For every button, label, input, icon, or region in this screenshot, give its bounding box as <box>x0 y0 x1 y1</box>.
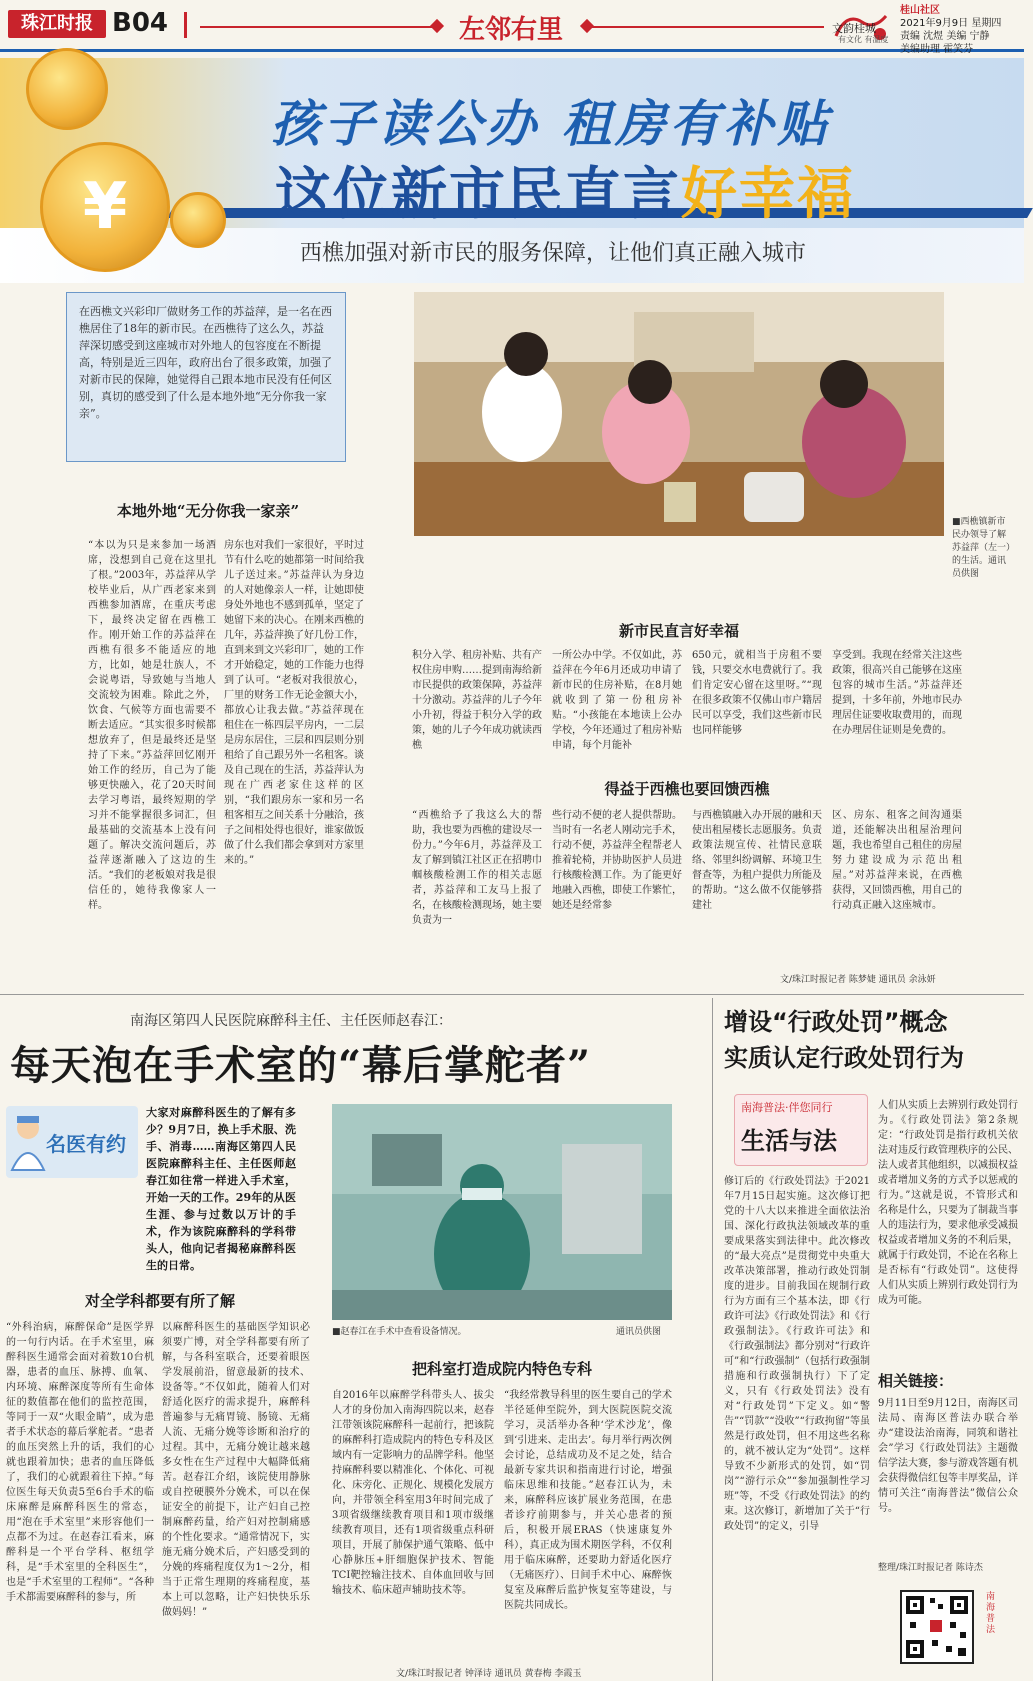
editor-line: 责编 沈煜 美编 宁静 <box>900 31 990 42</box>
article3-title-line-2: 实质认定行政处罚行为 <box>724 1044 964 1072</box>
article2-kicker: 南海区第四人民医院麻醉科主任、主任医师赵春江： <box>130 1013 452 1029</box>
article3-byline: 整理/珠江时报记者 陈诗杰 <box>878 1563 983 1573</box>
article2-byline: 文/珠江时报记者 钟泽诗 通讯员 黄春梅 李霞玉 <box>396 1669 582 1679</box>
article3-links-text: 9月11日至9月12日，南海区司法局、南海区普法办联合举办“建设法治南海，同筑和谐社会”学习《行政处罚法》主题微信学法大赛，参与游戏答题有机会获得微信红包等丰厚奖品，详情可关注“南海普法”微信公众号。 <box>878 1398 1018 1514</box>
article2-title: 每天泡在手术室的“幕后掌舵者” <box>10 1042 592 1089</box>
article1-photo[interactable] <box>414 292 944 536</box>
coin-icon <box>26 48 108 130</box>
article2-col-3: 自2016年以麻醉学科带头人、拔尖人才的身份加入南海四院以来，赵春江带领该院麻醉科一起前行，把该院的麻醉科打造成院内的特色专科及区域内有一定影响力的品牌学科。他坚持麻醉科要以精准化、个体化、可视化、床旁化、正规化、规模化发展方向，并带领全科室用3年时间完成了3项省级继续教育项目和1项市级继续教育项目，还有1项省级重点科研项目，开展了肺保护通气策略、低中心静脉压+肝细胞保护技术、智能TCI靶控输注技术、自体血回收与回输技术、临床超声辅助技术等。 <box>332 1390 494 1596</box>
masthead <box>0 0 1024 55</box>
article2-photo[interactable] <box>332 1104 672 1320</box>
section-rule-left <box>200 26 436 28</box>
headline-2-accent: 好幸福 <box>681 162 855 227</box>
article-divider-vertical <box>712 998 713 1681</box>
editor-credits <box>900 4 1001 56</box>
headline-2-prefix: 这位新市民直言 <box>275 162 681 227</box>
article1-col-3: 积分入学、租房补贴、共有产权住房申购……提到南海给新市民提供的政策保障，苏益萍十分激动。苏益萍的儿子今年小升初，得益于积分入学的政策，她的儿子今年成功就读西樵 <box>412 650 542 751</box>
article3-links-heading: 相关链接： <box>878 1372 954 1390</box>
page-number-divider <box>184 12 187 38</box>
qr-label: 南海普法 <box>986 1592 996 1635</box>
article1-col-7: “西樵给予了我这么大的帮助，我也要为西樵的建设尽一份力。”今年6月，苏益萍及工友了解到镇江社区正在招聘巾帼核酸检测工作的相关志愿者，苏益萍和工友马上报了名，在核酸检测现场，她主要负责为一 <box>412 810 542 926</box>
operating-room-photo-icon <box>332 1104 672 1320</box>
article2-subhead-1: 对全学科都要有所了解 <box>84 1292 235 1310</box>
qr-code-icon[interactable] <box>900 1590 974 1664</box>
section-diamond-left <box>430 19 444 33</box>
article1-subhead-1: 本地外地“无分你我一家亲” <box>116 502 300 520</box>
column-logo <box>6 1106 138 1178</box>
article3-title-line-1: 增设“行政处罚”概念 <box>724 1008 948 1036</box>
column-logo-text: 名医有约 <box>46 1132 126 1156</box>
headline-1: 孩子读公办 租房有补贴 <box>270 95 832 153</box>
article2-col-2: 以麻醉科医生的基础医学知识必须要广博，对全学科都要有所了解，与各科室联合，还要着眼医学发展前沿，留意最新的技术、设备等。”不仅如此，随着人们对舒适化医疗的需求提升，麻醉科普遍参与无痛胃镜、肠镜、无痛人流、无痛分娩等诊断和治疗的过程。其中，无痛分娩让越来越多女性在生产过程中大幅降低痛苦。赵春江介绍，该院使用静脉或自控硬膜外分娩术，可以在保证安全的前提下，让产妇自己控制麻醉药量，给产妇对控制痛感的个性化要求。“通常情况下，实施无痛分娩术后，产妇感受到的分娩的疼痛程度仅为1～2分，相当于正常生理期的疼痛程度，基本上可以忽略，让产妇快快乐乐做妈妈！” <box>162 1322 310 1618</box>
yuan-symbol: ¥ <box>82 170 128 244</box>
article1-col-8: 些行动不便的老人提供帮助。当时有一名老人刚动完手术，行动不便，苏益萍全程帮老人推着轮椅，并协助医护人员进行核酸检测工作。为了能更好地融入西樵，即使工作繁忙，她还是经常参 <box>552 810 682 911</box>
article1-col-5: 650元，就相当于房租不要钱，只要交水电费就行了。我们肯定安心留在这里呀。”“现在很多政策不仅佛山市户籍居民可以享受，我们这些新市民也同样能够 <box>692 650 822 736</box>
headline-2 <box>275 150 855 230</box>
article2-subhead-2: 把科室打造成院内特色专科 <box>411 1360 592 1378</box>
article2-lead: 大家对麻醉科医生的了解有多少？9月7日，换上手术服、洗手、消毒……南海区第四人民医院麻醉科主任、主任医师赵春江如往常一样进入手术室，开始一天的工作。29年的从医生涯、参与过数以万计的手术，作为该院麻醉科的学科带头人，他向记者揭秘麻醉科医生的日常。 <box>146 1106 296 1272</box>
article3-title <box>724 1004 1016 1076</box>
article1-col-1: “本以为只是来参加一场酒席，没想到自己竟在这里扎了根。”2003年，苏益萍从学校毕业后，从广西老家来到西樵参加酒席，在重庆考虑下，最终决定留在西樵工作。刚开始工作的苏益萍在西樵有很多不能适应的地方，比如，她是壮族人，不会说粤语，导致她与当地人交流较为困难。除此之外，饮食、气候等方面也需要不断去适应。“其实很多时候都想放弃了，但是最终还是坚持了下来。”苏益萍回忆刚开始工作的经历，自己为了能够更快融入，花了20天时间去学习粤语，最终短期的学习并不能掌握很多词汇，但最基础的交流基本上没有问题了。解决交流问题后，苏益萍逐渐融入了这边的生活。“我们的老板娘对我是很信任的，她待我像家人一样。 <box>88 540 216 911</box>
article1-col-2: 房东也对我们一家很好，平时过节有什么吃的她都第一时间给我儿子送过来。”苏益萍认为身边的人对她像亲人一样，让她即使身处外地也不感到孤单，坚定了她留下来的决心。在刚来西樵的几年，苏益萍换了好几份工作，直到来到文兴彩印厂，她的工作才开始稳定，她的工作能力也得到了认可。“老板对我很放心，厂里的财务工作无论金额大小，都放心让我去做。”苏益萍现在租住在一栋四层平房内，一二层是房东居住，三层和四层则分别租给了自己跟另外一名租客。谈及自己现在的生活，苏益萍认为现在广西老家住这样的区别，“我们跟房东一家和另一名租客相互之间关系十分融洽，孩子之间相处得也很好，谁家做饭做了什么我们都会拿到对方家里来的。” <box>224 540 364 866</box>
page-number: B04 <box>112 8 168 38</box>
law-column-logo <box>734 1094 868 1166</box>
article3-col-2: 人们从实质上去辨别行政处罚行为。《行政处罚法》第2条规定：“行政处罚是指行政机关依法对违反行政管理秩序的公民、法人或者其他组织，以减损权益或者增加义务的方式予以惩戒的行为。”这就是说，不管形式和名称是什么，只要为了制裁当事人的违法行为，要求他承受减损权益或者增加义务的不利后果，就属于行政处罚，不论在名称上是否标有“行政处罚”。这使得人们从实质上辨别行政处罚行为成为可能。 <box>878 1100 1018 1306</box>
coin-large-icon <box>40 142 170 272</box>
article1-col-6: 享受到。我现在经常关注这些政策，很高兴自己能够在这座包容的城市生活。”苏益萍还提到，十多年前，外地市民办理居住证要收取费用的，而现在办理居住证则是免费的。 <box>832 650 962 736</box>
coin-small-icon <box>170 192 226 248</box>
law-logo-main: 生活与法 <box>741 1127 837 1155</box>
article2-photo-caption: ■赵春江在手术中查看设备情况。 <box>332 1327 467 1337</box>
article1-subhead-2: 新市民直言好幸福 <box>618 622 739 640</box>
brand-subtitle: 有文化 有温度 <box>838 35 889 44</box>
article1-photo-caption: ■西樵镇新市民办领导了解苏益萍（左一）的生活。通讯员供图 <box>952 517 1011 579</box>
section-name: 左邻右里 <box>458 15 563 45</box>
article1-subhead-3: 得益于西樵也要回馈西樵 <box>604 780 770 798</box>
column-brand: 桂山社区 <box>900 5 940 16</box>
article1-byline: 文/珠江时报记者 陈梦婕 通讯员 余泳妍 <box>780 975 936 985</box>
article2-col-1: “外科治病，麻醉保命”是医学界的一句行内话。在手术室里，麻醉科医生通常会面对着数10台机器，患者的血压、脉搏、血氧、内环境、麻醉深度等所有生命体征的数值都在他们的监控范围，等同于一双“火眼金睛”，成为患者手术状态的幕后掌舵者。“患者的血压突然上升的话，我们的心就也跟着加快；患者的血压降低了，我们的心就跟着往下掉。”每位医生每天负责5至6台手术的临床麻醉是麻醉科医生的常态，用“泡在手术室里”来形容他们一点都不为过。在赵春江看来，麻醉科是一个平台学科、枢纽学科，是“手术室里的全科医生”，也是“手术室里的工程师”。“各种手术都需要麻醉科的参与，所 <box>6 1322 154 1603</box>
law-logo-top: 南海普法·伴您同行 <box>741 1101 833 1114</box>
subheadline: 西樵加强对新市民的服务保障，让他们真正融入城市 <box>300 241 807 266</box>
paper-logo[interactable]: 珠江时报 <box>8 10 106 38</box>
interview-photo-icon <box>414 292 944 536</box>
article1-col-4: 一所公办中学。不仅如此，苏益萍在今年6月还成功申请了新市民的住房补贴，在8月她就收到了第一份租房补贴。“小孩能在本地读上公办学校，今年还通过了租房补贴申请，每个月能补 <box>552 650 682 751</box>
article2-photo-credit: 通讯员供图 <box>616 1327 662 1337</box>
intro-box: 在西樵文兴彩印厂做财务工作的苏益萍，是一名在西樵居住了18年的新市民。在西樵待了这么久，苏益萍深切感受到这座城市对外地人的包容度在不断提高，特别是近三四年，政府出台了很多政策，加强了对新市民的保障，她觉得自己跟本地市民没有任何区别，真切的感受到了什么是本地外地“无分你我一家亲”。 <box>66 292 346 462</box>
date-line: 2021年9月9日 星期四 <box>900 18 1002 29</box>
article2-col-4: “我经常教导科里的医生要自己的学术半径延伸至院外，到大医院医院交流学习，灵活举办各种‘学术沙龙’，像到‘引进来、走出去’。每月举行两次例会讨论，总结成功及不足之处，结合最新专家共识和指南进行讨论，增强临床思维和技能。”赵春江认为，未来，麻醉科应该扩展业务范围，在患者诊疗前期参与，并关心患者的预后，积极开展ERAS（快速康复外科），真正成为围术期医学科，不仅利用于临床麻醉，还要助力舒适化医疗（无痛医疗）、日间手术中心、麻醉恢复室及麻醉后监护恢复室等建设，与医院共同成长。 <box>504 1390 672 1611</box>
assistant-line: 美编助理 霍笑芬 <box>900 44 974 55</box>
doctor-icon <box>8 1112 48 1172</box>
article1-col-9: 与西樵镇融入办开展的融和天使出租屋楼长志愿服务。负责政策法规宣传、社情民意联络、邻里纠纷调解、环境卫生督查等，为租户提供力所能及的帮助。“这么做不仅能够搭建社 <box>692 810 822 911</box>
qr-pattern-icon <box>902 1592 972 1662</box>
article1-col-10: 区、房东、租客之间沟通渠道，还能解决出租屋治理问题，我也希望自己租住的房屋努力建设成为示范出租屋。”对苏益萍来说，在西樵获得，又回馈西樵，用自己的行动真正融入这座城市。 <box>832 810 962 911</box>
svg-text:文韵桂城: 文韵桂城 <box>832 22 876 35</box>
article-divider-horizontal <box>0 994 1024 995</box>
section-rule-right <box>590 26 824 28</box>
article3-col-1: 修订后的《行政处罚法》于2021年7月15日起实施。这次修订把党的十八大以来推进全面依法治国、深化行政执法领域改革的重要成果落实到法律中。此次修改的“最大亮点”是贯彻党中央重大改革决策部署，推动行政处罚制度的进步。目前我国在规制行政行为方面有三个基本法，即《行政许可法》《行政处罚法》和《行政强制法》。《行政许可法》和《行政强制法》都分别对“行政许可”和“行政强制”（包括行政强制措施和行政强制执行）下了定义，只有《行政处罚法》没有对“行政处罚”下定义。如“警告”“罚款”“没收”“行政拘留”等虽然是行政处罚，但不用这些名称的，就不被认定为“处罚”。这样导致不少新形式的处罚，如“罚岗”“游行示众”“参加强制性学习班”等，不受《行政处罚法》的约束。这次修订，新增加了关于“行政处罚”的定义，引导 <box>724 1176 870 1532</box>
